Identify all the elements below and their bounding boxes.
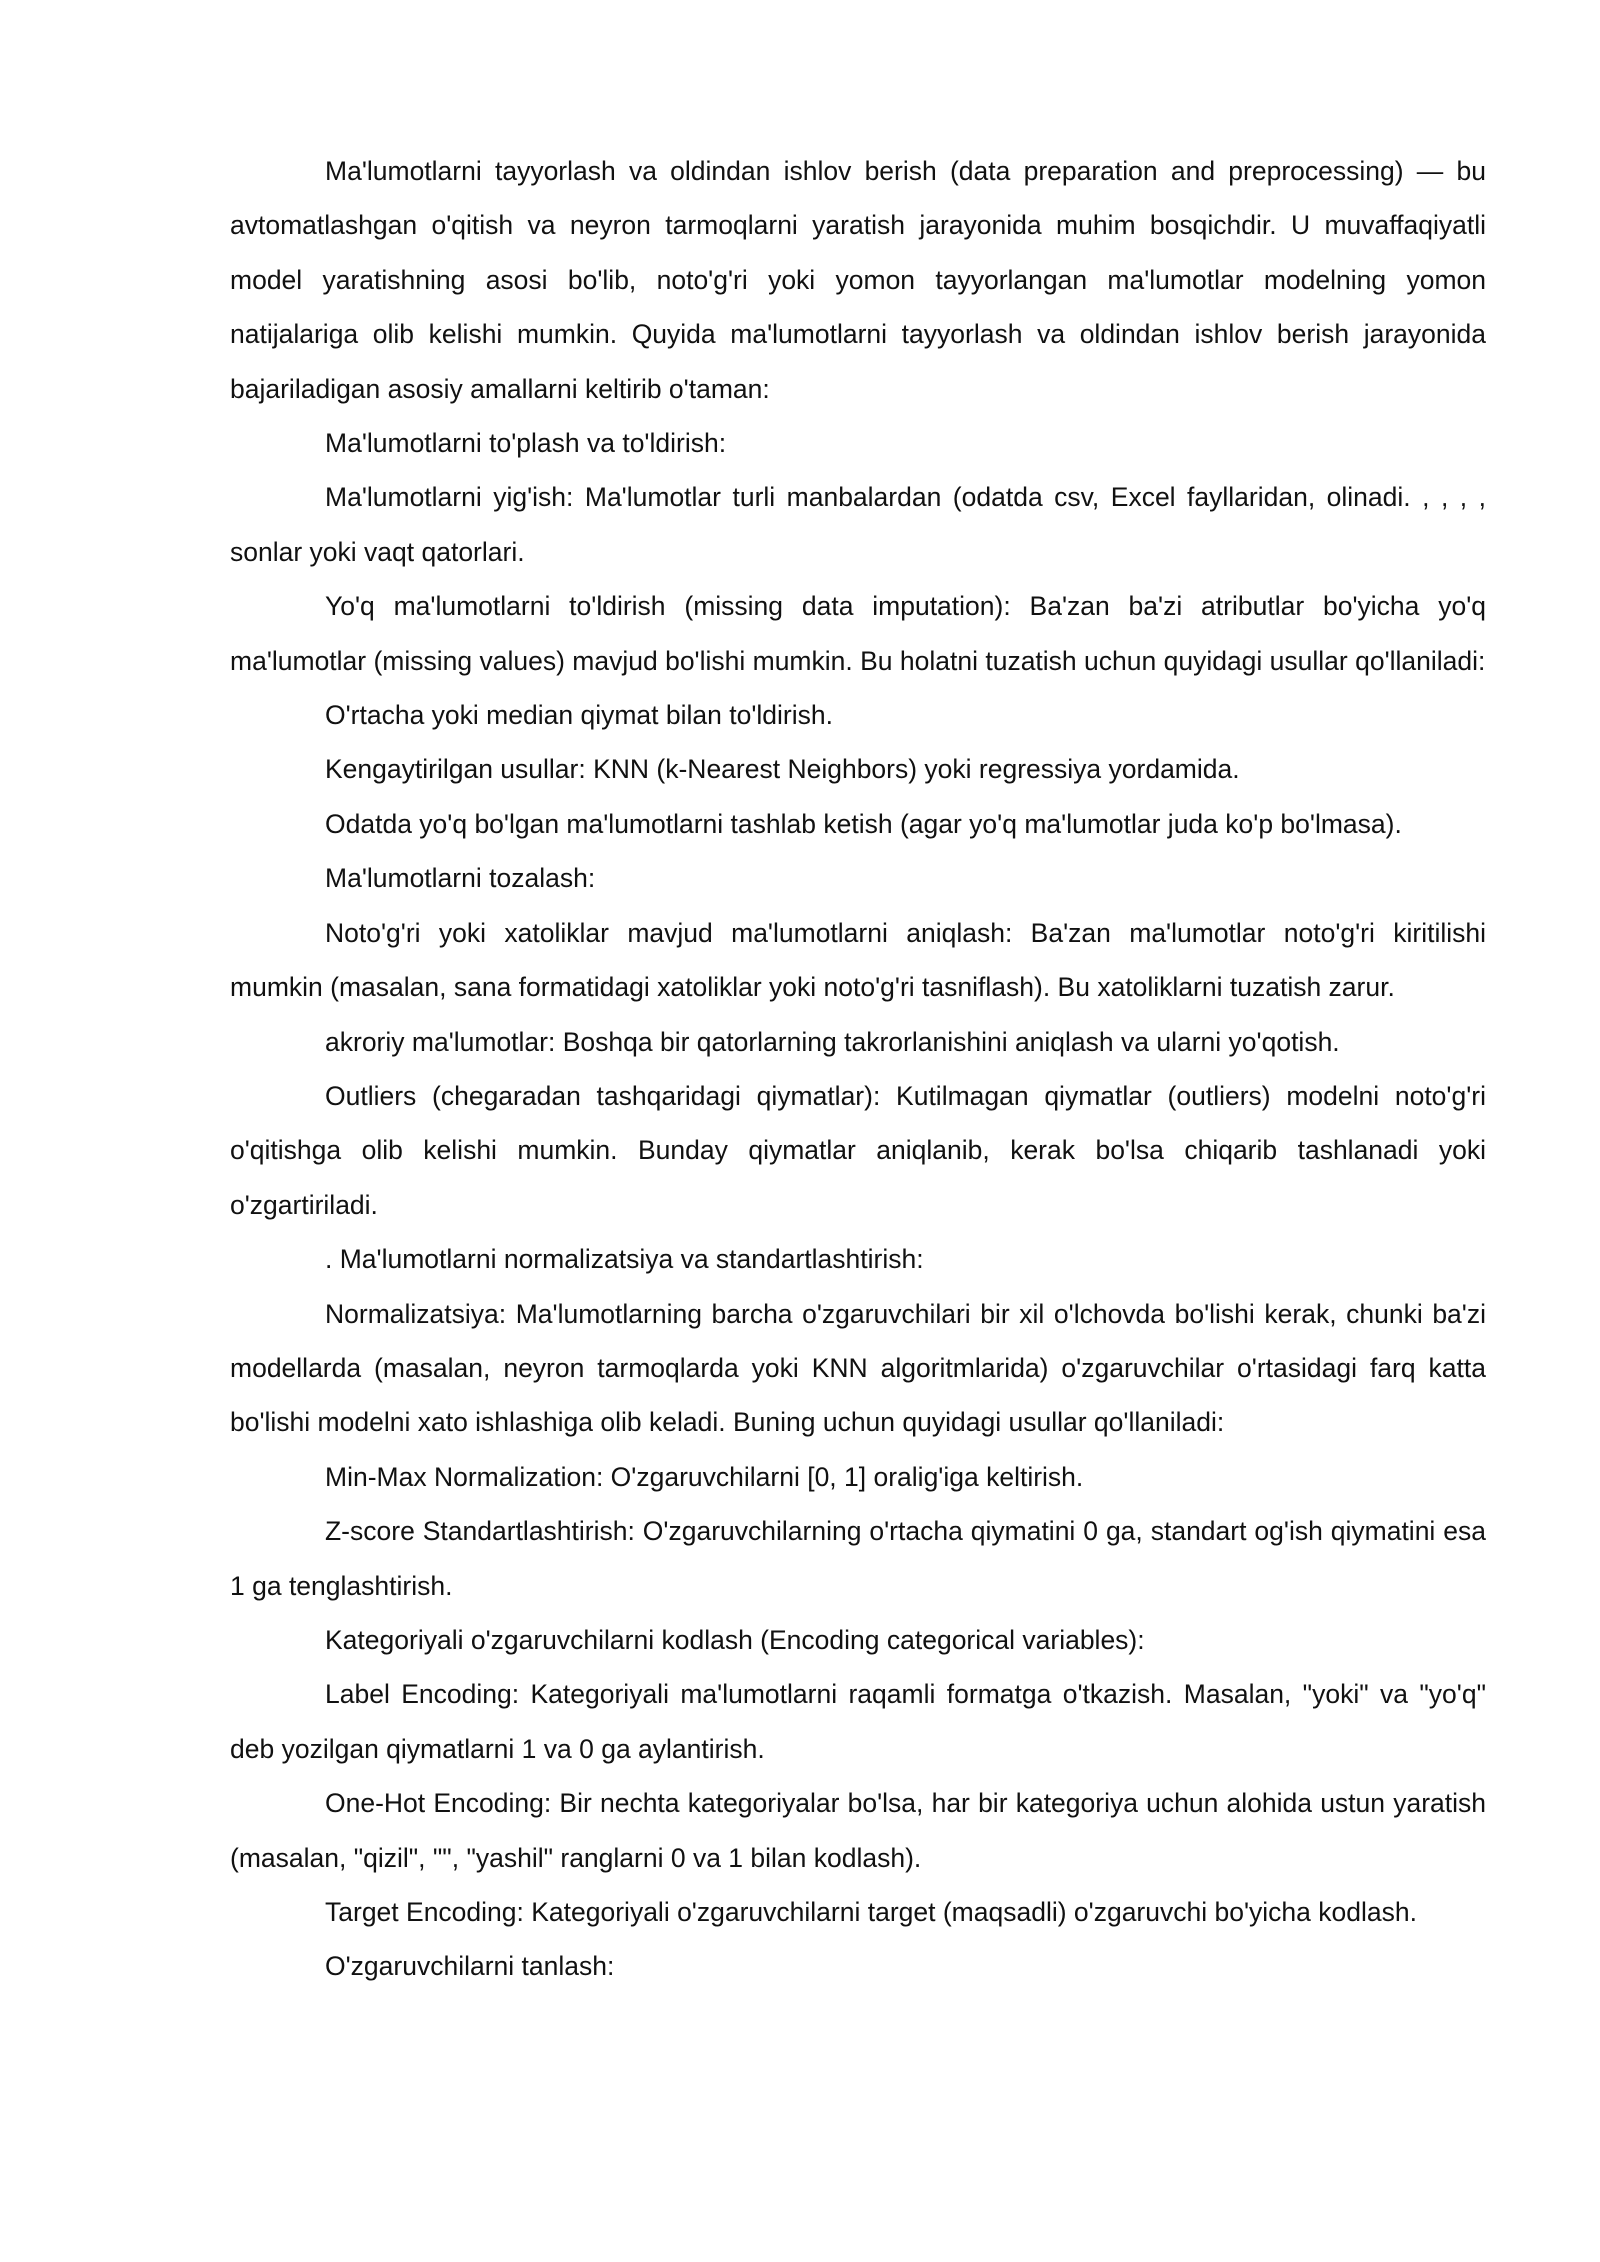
paragraph-missing-data: Yo'q ma'lumotlarni to'ldirish (missing data imputation): Ba'zan ba'zi atributlar bo'yicha yo'q ma'lumotlar (missing values) mavjud bo'lishi mumkin. Bu holatni tuzatish uchun quyidagi usullar qo'llaniladi: bbox=[230, 591, 1486, 676]
heading-feature-selection: O'zgaruvchilarni tanlash: bbox=[325, 1951, 615, 1982]
paragraph-normalization: Normalizatsiya: Ma'lumotlarning barcha o'zgaruvchilari bir xil o'lchovda bo'lishi kerak, chunki ba'zi modellarda (masalan, neyron tarmoqlarda yoki KNN algoritmlarida) o'zgaruvchilar o'rtasidagi farq katta bo'lishi modelni xato ishlashiga olib keladi. Buning uchun quyidagi usullar qo'llaniladi: bbox=[230, 1298, 1486, 1438]
paragraph-one-hot: One-Hot Encoding: Bir nechta kategoriyalar bo'lsa, har bir kategoriya uchun alohida ustun yaratish (masalan, "qizil", "", "yashil" ranglarni 0 va 1 bilan kodlash). bbox=[230, 1788, 1486, 1873]
paragraph-intro: Ma'lumotlarni tayyorlash va oldindan ishlov berish (data preparation and preprocessing) — bu avtomatlashgan o'qitish va neyron tarmoqlarni yaratish jarayonida muhim bosqichdir. U muvaffaqiyatli model yaratishning asosi bo'lib, noto'g'ri yoki yomon tayyorlangan ma'lumotlar modelning yomon natijalariga olib kelishi mumkin. Quyida ma'lumotlarni tayyorlash va oldindan ishlov berish jarayonida bajariladigan asosiy amallarni keltirib o'taman: bbox=[230, 156, 1486, 404]
heading-cleaning: Ma'lumotlarni tozalash: bbox=[325, 863, 596, 894]
paragraph-label-encoding: Label Encoding: Kategoriyali ma'lumotlarni raqamli formatga o'tkazish. Masalan, "yoki" va "yo'q" deb yozilgan qiymatlarni 1 va 0 ga aylantirish. bbox=[230, 1679, 1486, 1764]
paragraph-mean-median: O'rtacha yoki median qiymat bilan to'ldirish. bbox=[325, 700, 833, 731]
paragraph-duplicates: akroriy ma'lumotlar: Boshqa bir qatorlarning takrorlanishini aniqlash va ularni yo'qotish. bbox=[325, 1026, 1340, 1057]
paragraph-target-encoding: Target Encoding: Kategoriyali o'zgaruvchilarni target (maqsadli) o'zgaruvchi bo'yicha kodlash. bbox=[325, 1897, 1417, 1927]
heading-collect-fill: Ma'lumotlarni to'plash va to'ldirish: bbox=[325, 428, 727, 459]
heading-normalization: . Ma'lumotlarni normalizatsiya va standartlashtirish: bbox=[325, 1244, 924, 1275]
paragraph-errors: Noto'g'ri yoki xatoliklar mavjud ma'lumotlarni aniqlash: Ba'zan ma'lumotlar noto'g'ri kiritilishi mumkin (masalan, sana formatidagi xatoliklar yoki noto'g'ri tasniflash). Bu xatoliklarni tuzatish zarur. bbox=[230, 917, 1486, 1003]
paragraph-drop-missing: Odatda yo'q bo'lgan ma'lumotlarni tashlab ketish (agar yo'q ma'lumotlar juda ko'p bo'lmasa). bbox=[325, 808, 1402, 839]
paragraph-outliers: Outliers (chegaradan tashqaridagi qiymatlar): Kutilmagan qiymatlar (outliers) modelni noto'g'ri o'qitishga olib kelishi mumkin. Bunday qiymatlar aniqlanib, kerak bo'lsa chiqarib tashlanadi yoki o'zgartiriladi. bbox=[230, 1080, 1486, 1220]
heading-encoding: Kategoriyali o'zgaruvchilarni kodlash (Encoding categorical variables): bbox=[325, 1624, 1145, 1655]
paragraph-min-max: Min-Max Normalization: O'zgaruvchilarni [0, 1] oralig'iga keltirish. bbox=[325, 1461, 1084, 1492]
paragraph-advanced-methods: Kengaytirilgan usullar: KNN (k-Nearest Neighbors) yoki regressiya yordamida. bbox=[325, 754, 1240, 785]
paragraph-collecting: Ma'lumotlarni yig'ish: Ma'lumotlar turli manbalardan (odatda csv, Excel fayllaridan, olinadi. , , , , sonlar yoki vaqt qatorlari. bbox=[230, 482, 1486, 567]
document-page bbox=[230, 144, 1486, 1994]
paragraph-z-score: Z-score Standartlashtirish: O'zgaruvchilarning o'rtacha qiymatini 0 ga, standart og'ish qiymatini esa 1 ga tenglashtirish. bbox=[230, 1516, 1486, 1601]
